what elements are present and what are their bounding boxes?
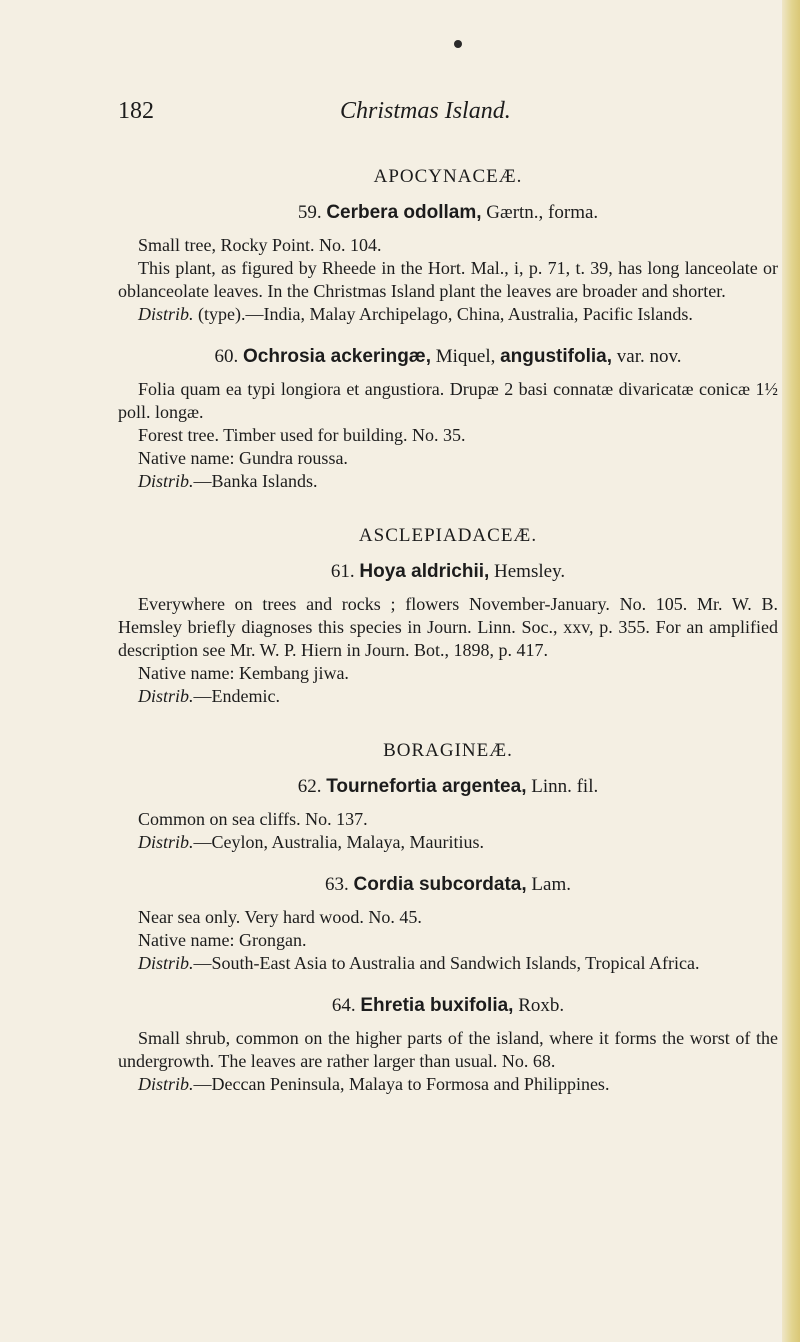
species-number: 63.: [325, 874, 349, 895]
species-number: 59.: [297, 202, 322, 223]
entry-paragraph: Near sea only. Very hard wood. No. 45.: [138, 907, 422, 927]
ink-spot: [454, 40, 462, 48]
distribution-line: [118, 470, 778, 493]
entry-paragraph: Small shrub, common on the higher parts of the island, where it forms the worst of the undergrowth. The leaves are rather larger than usual. No. 68.: [118, 1028, 778, 1071]
species-heading: [118, 346, 778, 368]
species-entry: [118, 776, 778, 854]
entry-paragraph: Everywhere on trees and rocks ; flowers November-January. No. 105. Mr. W. B. Hemsley briefly diagnoses this species in Journ. Linn. Soc., xxv, p. 355. For an amplified description see Mr. W. P. Hiern in Journ. Bot., 1898, p. 417.: [118, 594, 778, 660]
distrib-label: Distrib.: [138, 953, 194, 973]
species-entry: [118, 561, 778, 708]
distrib-text: —Ceylon, Australia, Malaya, Mauritius.: [193, 832, 484, 852]
species-authority: Gærtn., forma.: [486, 202, 599, 223]
species-authority: Roxb.: [518, 995, 565, 1016]
entry-paragraph: Native name: Grongan.: [138, 930, 307, 950]
distrib-text: —Banka Islands.: [193, 471, 318, 491]
distribution-line: [118, 952, 778, 975]
distrib-text: —Deccan Peninsula, Malaya to Formosa and Philippines.: [193, 1074, 610, 1094]
distrib-text: —South-East Asia to Australia and Sandwich Islands, Tropical Africa.: [193, 953, 700, 973]
species-name: Cordia subcordata,: [353, 874, 527, 895]
distrib-label: Distrib.: [138, 471, 194, 491]
distrib-label: Distrib.: [138, 304, 194, 324]
variety-note: var. nov.: [616, 346, 682, 367]
species-entry: [118, 202, 778, 326]
entry-paragraph: Forest tree. Timber used for building. No. 35.: [138, 425, 466, 445]
species-name: Hoya aldrichii,: [359, 561, 490, 582]
entry-paragraph: Common on sea cliffs. No. 137.: [138, 809, 368, 829]
species-authority: Linn. fil.: [531, 776, 599, 797]
distribution-line: [118, 685, 778, 708]
species-entry: [118, 346, 778, 493]
distribution-line: [118, 831, 778, 854]
species-authority: Miquel,: [435, 346, 496, 367]
species-name: Ochrosia ackeringæ,: [243, 346, 431, 367]
running-head: [0, 98, 800, 138]
entry-paragraph: Native name: Gundra roussa.: [138, 448, 348, 468]
running-title: Christmas Island.: [340, 98, 511, 124]
species-variety: angustifolia,: [500, 346, 613, 367]
species-heading: [118, 874, 778, 896]
entry-paragraph: This plant, as figured by Rheede in the Hort. Mal., i, p. 71, t. 39, has long lanceolate or oblanceolate leaves. In the Christmas Island plant the leaves are broader and shorter.: [118, 258, 778, 301]
distribution-line: [118, 303, 778, 326]
species-heading: [118, 995, 778, 1017]
page-body: [118, 166, 778, 1096]
distrib-label: Distrib.: [138, 686, 194, 706]
distrib-label: Distrib.: [138, 832, 194, 852]
species-heading: [118, 776, 778, 798]
entry-paragraph: Native name: Kembang jiwa.: [138, 663, 349, 683]
page-edge: [782, 0, 800, 1342]
entry-paragraph: Folia quam ea typi longiora et angustiora. Drupæ 2 basi connatæ divaricatæ conicæ 1½ poll. longæ.: [118, 379, 778, 422]
distribution-line: [118, 1073, 778, 1096]
page-number: 182: [118, 98, 154, 124]
species-number: 62.: [297, 776, 322, 797]
species-name: Cerbera odollam,: [326, 202, 482, 223]
distrib-text: (type).—India, Malay Archipelago, China, Australia, Pacific Islands.: [198, 304, 693, 324]
species-heading: [118, 202, 778, 224]
species-entry: [118, 874, 778, 975]
species-authority: Lam.: [531, 874, 571, 895]
species-number: 61.: [330, 561, 355, 582]
species-entry: [118, 995, 778, 1096]
species-number: 60.: [214, 346, 239, 367]
species-name: Ehretia buxifolia,: [360, 995, 514, 1016]
species-number: 64.: [331, 995, 356, 1016]
family-heading: ASCLEPIADACEÆ.: [358, 525, 538, 546]
distrib-label: Distrib.: [138, 1074, 194, 1094]
species-heading: [118, 561, 778, 583]
family-heading: BORAGINEÆ.: [383, 740, 513, 761]
distrib-text: —Endemic.: [193, 686, 280, 706]
species-authority: Hemsley.: [494, 561, 566, 582]
species-name: Tournefortia argentea,: [326, 776, 527, 797]
family-heading: APOCYNACEÆ.: [373, 166, 523, 187]
entry-paragraph: Small tree, Rocky Point. No. 104.: [138, 235, 382, 255]
